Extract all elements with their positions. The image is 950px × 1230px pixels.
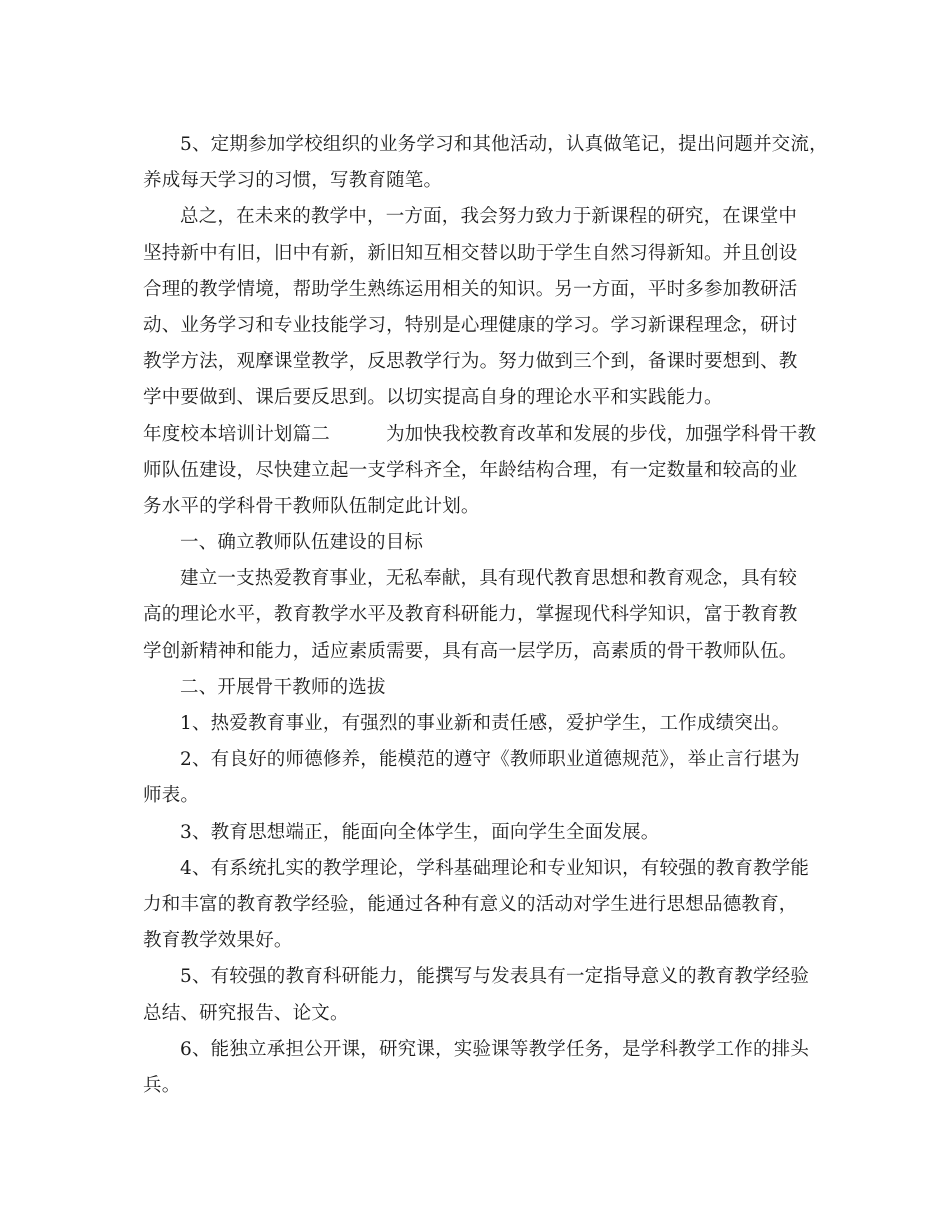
text-line: 1、热爱教育事业，有强烈的事业新和责任感，爱护学生，工作成绩突出。 <box>180 713 791 734</box>
text-line: 高的理论水平，教育教学水平及教育科研能力，掌握现代科学知识，富于教育教 <box>143 604 798 626</box>
text-line: 兵。 <box>143 1074 181 1096</box>
text-line: 年度校本培训计划篇二 为加快我校教育改革和发展的步伐，加强学科骨干教 <box>143 423 817 445</box>
text-line: 一、确立教师队伍建设的目标 <box>180 532 424 554</box>
text-line: 学中要做到、课后要反思到。以切实提高自身的理论水平和实践能力。 <box>143 387 723 409</box>
text-line: 合理的教学情境，帮助学生熟练运用相关的知识。另一方面，平时多参加教研活 <box>143 278 798 300</box>
text-line: 力和丰富的教育教学经验，能通过各种有意义的活动对学生进行思想品德教育， <box>143 893 798 915</box>
text-line: 2、有良好的师德修养，能模范的遵守《教师职业道德规范》，举止言行堪为 <box>180 749 800 771</box>
text-line: 养成每天学习的习惯，写教育随笔。 <box>143 170 443 192</box>
text-line: 总结、研究报告、论文。 <box>143 1002 349 1024</box>
text-line: 师队伍建设，尽快建立起一支学科齐全，年龄结构合理，有一定数量和较高的业 <box>143 459 798 481</box>
text-line: 3、教育思想端正，能面向全体学生，面向学生全面发展。 <box>180 821 660 843</box>
text-line: 建立一支热爱教育事业，无私奉献，具有现代教育思想和教育观念，具有较 <box>180 568 798 590</box>
text-line: 5、有较强的教育科研能力，能撰写与发表具有一定指导意义的教育教学经验 <box>180 966 810 988</box>
text-line: 师表。 <box>143 785 200 807</box>
text-line: 动、业务学习和专业技能学习，特别是心理健康的学习。学习新课程理念，研讨 <box>143 314 798 336</box>
text-line: 4、有系统扎实的教学理论，学科基础理论和专业知识，有较强的教育教学能 <box>180 857 810 879</box>
text-line: 6、能独立承担公开课，研究课，实验课等教学任务，是学科教学工作的排头 <box>180 1038 810 1060</box>
text-line: 学创新精神和能力，适应素质需要，具有高一层学历，高素质的骨干教师队伍。 <box>143 640 798 662</box>
text-line: 教育教学效果好。 <box>143 930 293 952</box>
document-body <box>143 127 833 1104</box>
text-line: 总之，在未来的教学中，一方面，我会努力致力于新课程的研究，在课堂中 <box>180 206 798 228</box>
text-line: 二、开展骨干教师的选拔 <box>180 676 386 698</box>
text-line: 坚持新中有旧，旧中有新，新旧知互相交替以助于学生自然习得新知。并且创设 <box>143 242 798 264</box>
text-line: 务水平的学科骨干教师队伍制定此计划。 <box>143 495 480 517</box>
text-line: 5、定期参加学校组织的业务学习和其他活动，认真做笔记，提出问题并交流， <box>180 134 828 155</box>
text-line: 教学方法，观摩课堂教学，反思教学行为。努力做到三个到，备课时要想到、教 <box>143 351 798 373</box>
